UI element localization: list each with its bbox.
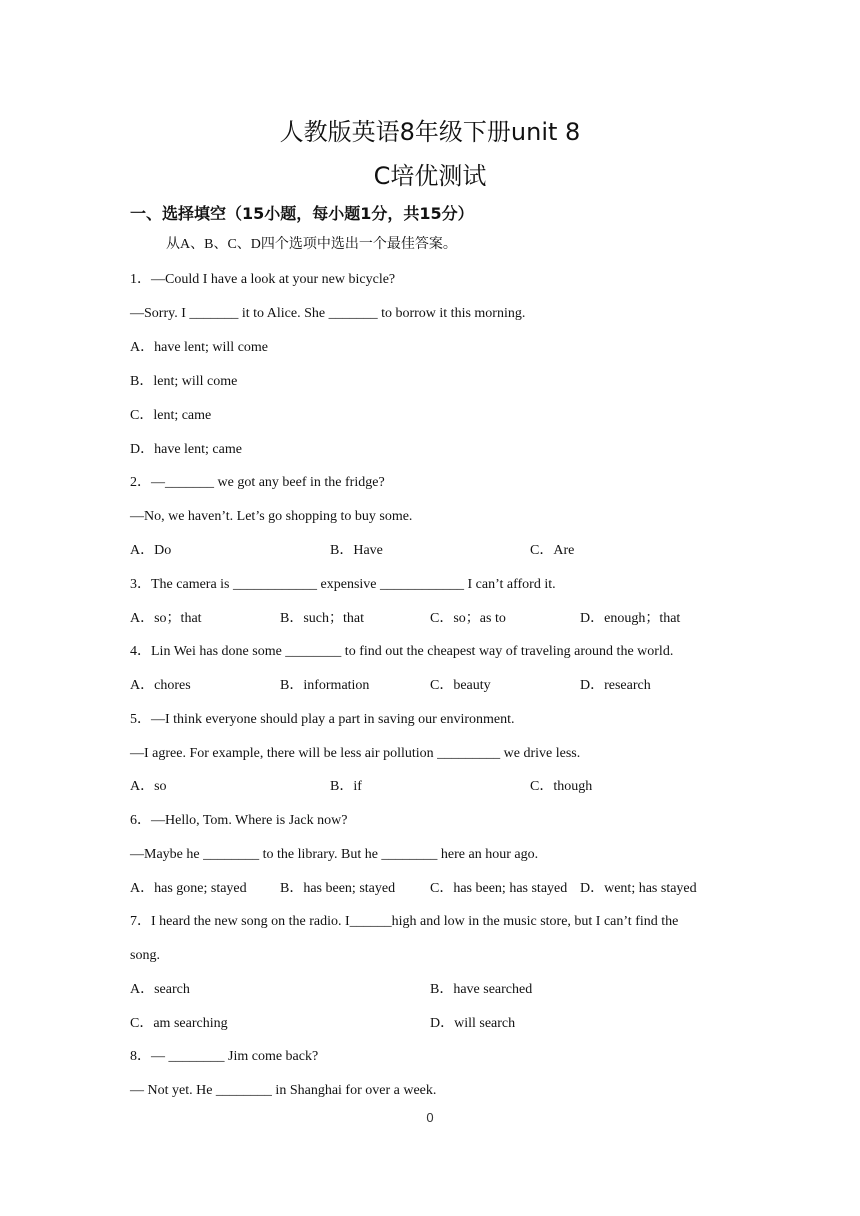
question-1-dialogue: —Sorry. I _______ it to Alice. She _______ to borrow it this morning. (130, 306, 526, 321)
section-heading: 一、选择填空（15小题，每小题1分，共15分） (130, 204, 474, 223)
question-7-option-b: B．have searched (430, 982, 533, 997)
question-2-option-c: C．Are (530, 543, 575, 558)
question-7-option-c: C．am searching (130, 1016, 228, 1031)
question-3-option-c: C．so；as to (430, 611, 506, 626)
question-2-stem: 2．—_______ we got any beef in the fridge? (130, 475, 385, 490)
question-4-option-b: B．information (280, 678, 370, 693)
question-3-option-a: A．so；that (130, 611, 202, 626)
section-instruction: 从A、B、C、D四个选项中选出一个最佳答案。 (166, 237, 457, 252)
question-2-option-b: B．Have (330, 543, 383, 558)
question-3-option-d: D．enough；that (580, 611, 681, 626)
question-5-option-b: B．if (330, 779, 362, 794)
question-5-dialogue: —I agree. For example, there will be less air pollution _________ we drive less. (130, 746, 581, 761)
question-1-stem: 1．—Could I have a look at your new bicycle? (130, 272, 396, 287)
question-2-dialogue: —No, we haven’t. Let’s go shopping to buy some. (130, 509, 413, 524)
question-1-option-b: B．lent; will come (130, 374, 238, 389)
question-4-option-c: C．beauty (430, 678, 491, 693)
question-1-option-d: D．have lent; came (130, 442, 242, 457)
question-2-option-a: A．Do (130, 543, 172, 558)
question-4-option-a: A．chores (130, 678, 191, 693)
question-5-stem: 5．—I think everyone should play a part in saving our environment. (130, 712, 515, 727)
question-4-option-d: D．research (580, 678, 651, 693)
question-5-option-a: A．so (130, 779, 167, 794)
question-7-stem-continued: song. (130, 948, 160, 963)
document-title-line-2: C培优测试 (373, 162, 487, 190)
question-6-option-c: C．has been; has stayed (430, 881, 568, 896)
question-7-stem: 7．I heard the new song on the radio. I______high and low in the music store, but I can’t find the (130, 914, 679, 929)
question-1-option-c: C．lent; came (130, 408, 212, 423)
question-6-stem: 6．—Hello, Tom. Where is Jack now? (130, 813, 348, 828)
question-3-stem: 3．The camera is ____________ expensive ____________ I can’t afford it. (130, 577, 556, 592)
question-1-option-a: A．have lent; will come (130, 340, 269, 355)
question-8-stem: 8．— ________ Jim come back? (130, 1049, 319, 1064)
question-6-dialogue: —Maybe he ________ to the library. But he ________ here an hour ago. (130, 847, 539, 862)
question-3-option-b: B．such；that (280, 611, 364, 626)
document-title-line-1: 人教版英语8年级下册unit 8 (279, 118, 581, 146)
question-8-dialogue: — Not yet. He ________ in Shanghai for over a week. (130, 1083, 437, 1098)
question-6-option-d: D．went; has stayed (580, 881, 697, 896)
question-6-option-a: A．has gone; stayed (130, 881, 247, 896)
question-5-option-c: C．though (530, 779, 593, 794)
question-6-option-b: B．has been; stayed (280, 881, 396, 896)
question-7-option-d: D．will search (430, 1016, 516, 1031)
question-7-option-a: A．search (130, 982, 190, 997)
page-number: 0 (426, 1110, 434, 1125)
question-4-stem: 4．Lin Wei has done some ________ to find out the cheapest way of traveling around the world. (130, 644, 674, 659)
